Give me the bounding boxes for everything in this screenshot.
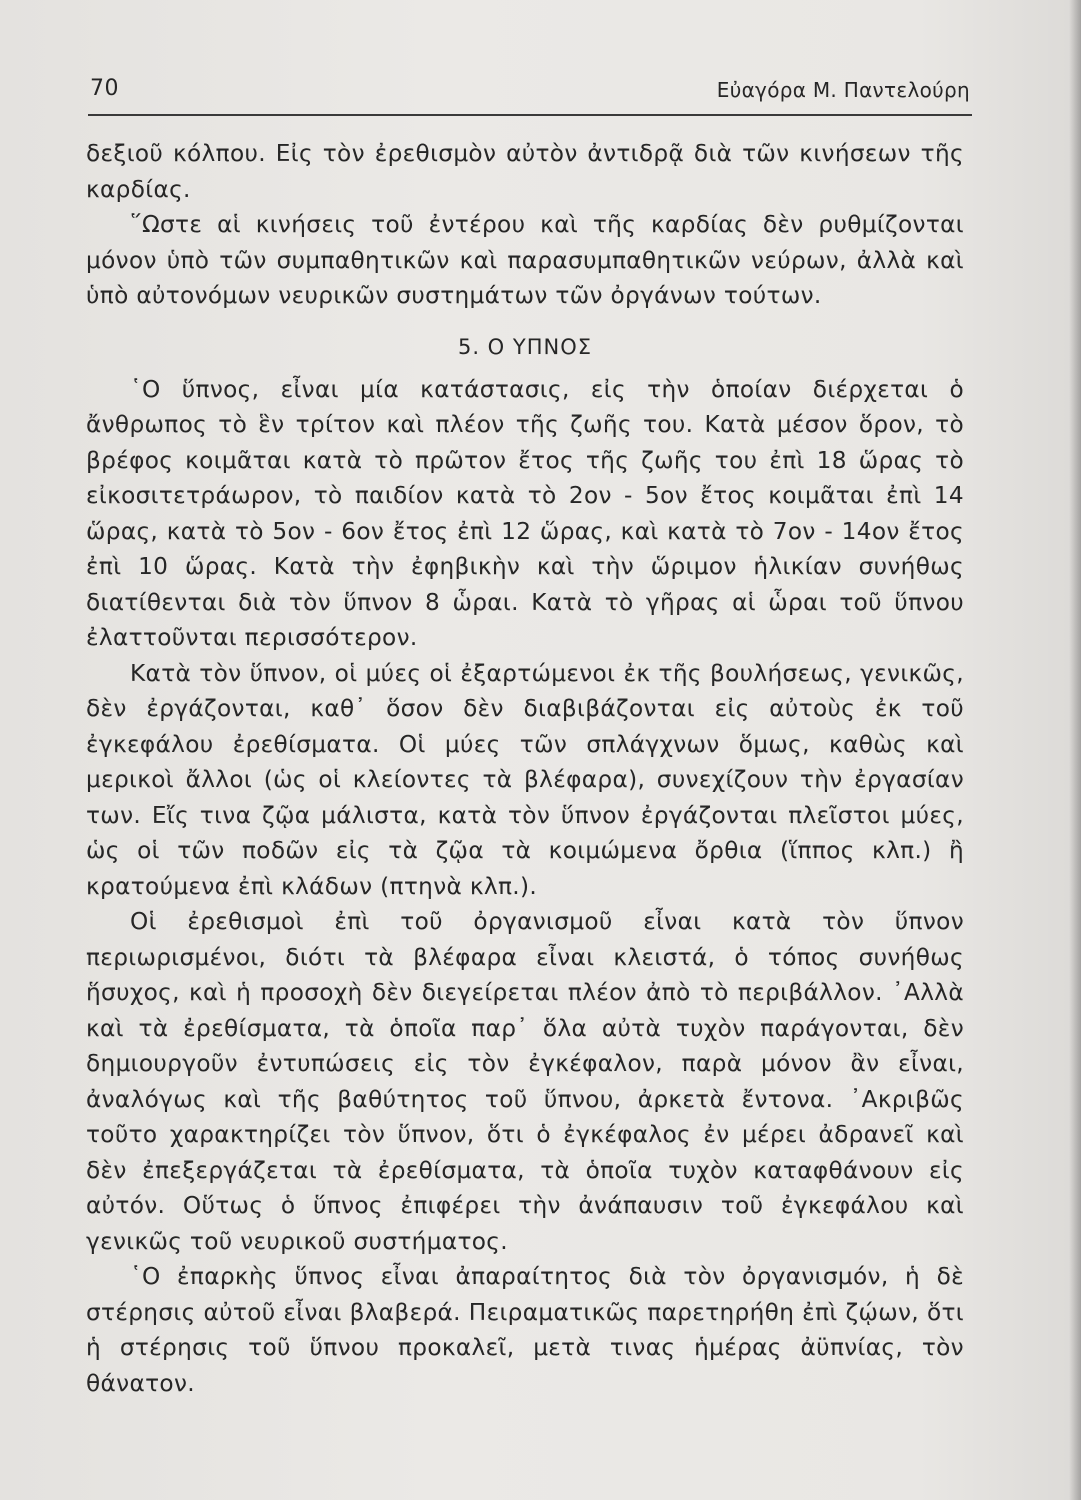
section-heading: 5. Ο ΥΠΝΟΣ [457,334,593,359]
page-number: 70 [90,76,119,101]
paragraph: Κατὰ τὸν ὕπνον, οἱ μύες οἱ ἐξαρτώμενοι ἐκ τῆς βουλήσεως, γενικῶς, δὲν ἐργάζονται, καθ᾿ ὅσον δὲν διαβιβάζονται εἰς αὐτοὺς ἐκ τοῦ ἐγκεφάλου ἐρεθίσματα. Οἱ μύες τῶν σπλάγχνων ὅμως, καθὼς καὶ μερικοὶ ἄλλοι (ὡς οἱ κλείοντες τὰ βλέφαρα), συνεχίζουν τὴν ἐργασίαν των. Εἴς τινα ζῷα μάλιστα, κατὰ τὸν ὕπνον ἐργάζονται πλεῖστοι μύες, ὡς οἱ τῶν ποδῶν εἰς τὰ ζῷα τὰ κοιμώμενα ὄρθια (ἵππος κλπ.) ἢ κρατούμενα ἐπὶ κλάδων (πτηνὰ κλπ.). [86,659,964,900]
page-header [90,72,970,112]
header-rule [88,114,972,116]
running-head: Εὐαγόρα Μ. Παντελούρη [716,78,970,102]
body-text [86,136,964,1401]
paragraph: ῾Ο ἐπαρκὴς ὕπνος εἶναι ἀπαραίτητος διὰ τὸν ὀργανισμόν, ἡ δὲ στέρησις αὐτοῦ εἶναι βλαβερά. Πειραματικῶς παρετηρήθη ἐπὶ ζῴων, ὅτι ἡ στέρησις τοῦ ὕπνου προκαλεῖ, μετὰ τινας ἡμέρας ἀϋπνίας, τὸν θάνατον. [86,1263,964,1397]
paragraph: ῞Ωστε αἱ κινήσεις τοῦ ἐντέρου καὶ τῆς καρδίας δὲν ρυθμίζονται μόνον ὑπὸ τῶν συμπαθητικῶν καὶ παρασυμπαθητικῶν νεύρων, ἀλλὰ καὶ ὑπὸ αὐτονόμων νευρικῶν συστημάτων τῶν ὀργάνων τούτων. [86,211,964,309]
paragraph-continued: δεξιοῦ κόλπου. Εἰς τὸν ἐρεθισμὸν αὐτὸν ἀντιδρᾷ διὰ τῶν κινήσεων τῆς καρδίας. [86,140,964,203]
page-edge-shadow [1069,0,1081,1500]
paragraph: ῾Ο ὕπνος, εἶναι μία κατάστασις, εἰς τὴν ὁποίαν διέρχεται ὁ ἄνθρωπος τὸ ἓν τρίτον καὶ πλέον τῆς ζωῆς του. Κατὰ μέσον ὅρον, τὸ βρέφος κοιμᾶται κατὰ τὸ πρῶτον ἔτος τῆς ζωῆς του ἐπὶ 18 ὥρας τὸ εἰκοσιτετράωρον, τὸ παιδίον κατὰ τὸ 2ον - 5ον ἔτος κοιμᾶται ἐπὶ 14 ὥρας, κατὰ τὸ 5ον - 6ον ἔτος ἐπὶ 12 ὥρας, καὶ κατὰ τὸ 7ον - 14ον ἔτος ἐπὶ 10 ὥρας. Κατὰ τὴν ἐφηβικὴν καὶ τὴν ὥριμον ἡλικίαν συνήθως διατίθενται διὰ τὸν ὕπνον 8 ὧραι. Κατὰ τὸ γῆρας αἱ ὧραι τοῦ ὕπνου ἐλαττοῦνται περισσότερον. [86,375,964,651]
paragraph: Οἱ ἐρεθισμοὶ ἐπὶ τοῦ ὀργανισμοῦ εἶναι κατὰ τὸν ὕπνον περιωρισμένοι, διότι τὰ βλέφαρα εἶναι κλειστά, ὁ τόπος συνήθως ἥσυχος, καὶ ἡ προσοχὴ δὲν διεγείρεται πλέον ἀπὸ τὸ περιβάλλον. ᾿Αλλὰ καὶ τὰ ἐρεθίσματα, τὰ ὁποῖα παρ᾿ ὅλα αὐτὰ τυχὸν παράγονται, δὲν δημιουργοῦν ἐντυπώσεις εἰς τὸν ἐγκέφαλον, παρὰ μόνον ἂν εἶναι, ἀναλόγως καὶ τῆς βαθύτητος τοῦ ὕπνου, ἀρκετὰ ἔντονα. ᾿Ακριβῶς τοῦτο χαρακτηρίζει τὸν ὕπνον, ὅτι ὁ ἐγκέφαλος ἐν μέρει ἀδρανεῖ καὶ δὲν ἐπεξεργάζεται τὰ ἐρεθίσματα, τὰ ὁποῖα τυχὸν καταφθάνουν εἰς αὐτόν. Οὕτως ὁ ὕπνος ἐπιφέρει τὴν ἀνάπαυσιν τοῦ ἐγκεφάλου καὶ γενικῶς τοῦ νευρικοῦ συστήματος. [86,908,964,1255]
